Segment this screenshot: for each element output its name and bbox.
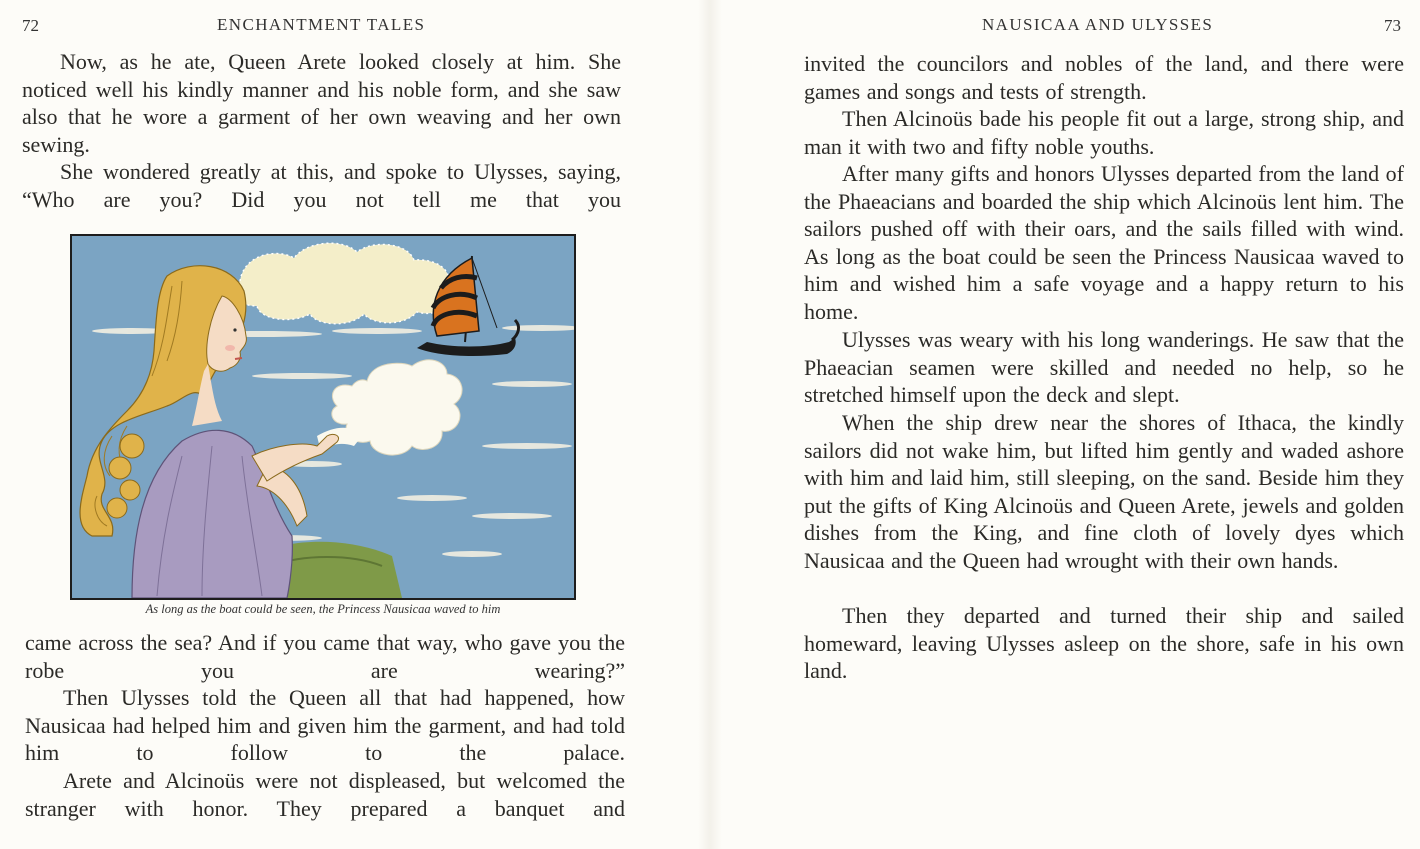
page-number: 72 bbox=[22, 16, 39, 35]
paragraph: Then Alcinoüs bade his people fit out a large, strong ship, and man it with two and fifty noble youths. bbox=[804, 106, 1404, 159]
illustration-caption: As long as the boat could be seen, the Princess Nausicaa waved to him bbox=[145, 602, 501, 616]
paragraph: came across the sea? And if you came that way, who gave you the robe you are wearing?” bbox=[25, 630, 625, 683]
paragraph: After many gifts and honors Ulysses departed from the land of the Phaeacians and boarded the ship which Alcinoüs lent him. The sailors pushed off with their oars, and the sails filled with wind. As long as the boat could be seen the Princess Nausicaa waved to him and wished him a safe voyage and a happy return to his home. bbox=[804, 161, 1404, 324]
paragraph: When the ship drew near the shores of Ithaca, the kindly sailors did not wake him, but lifted him gently and waded ashore with him and laid him, still sleeping, on the sand. Beside him they put the gifts of King Alcinoüs and Queen Arete, jewels and golden dishes from the King, and fine cloth of lovely dyes which Nausicaa and the Queen had wrought with their own hands. bbox=[804, 410, 1404, 573]
paragraph: Now, as he ate, Queen Arete looked closely at him. She noticed well his kindly manner and his noble form, and she saw also that he wore a garment of her own weaving and her own sewing. bbox=[22, 49, 621, 157]
paragraph: She wondered greatly at this, and spoke to Ulysses, saying, “Who are you? Did you not tell me that you bbox=[22, 159, 621, 212]
left-page bbox=[0, 0, 700, 849]
running-head: NAUSICAA AND ULYSSES bbox=[982, 15, 1214, 34]
page-number: 73 bbox=[1384, 16, 1401, 35]
paragraph: invited the councilors and nobles of the land, and there were games and songs and tests of strength. bbox=[804, 51, 1404, 104]
paragraph: Then Ulysses told the Queen all that had happened, how Nausicaa had helped him and given him the garment, and had told him to follow to the palace. bbox=[25, 685, 625, 766]
book-gutter bbox=[698, 0, 722, 849]
paragraph: Then they departed and turned their ship and sailed homeward, leaving Ulysses asleep on the shore, safe in his own land. bbox=[804, 603, 1404, 684]
illustration-nausicaa-waving bbox=[70, 234, 576, 600]
running-head: ENCHANTMENT TALES bbox=[217, 15, 426, 34]
paragraph: Arete and Alcinoüs were not displeased, but welcomed the stranger with honor. They prepared a banquet and bbox=[25, 768, 625, 821]
paragraph: Ulysses was weary with his long wanderings. He saw that the Phaeacian seamen were skilled and needed no help, so he stretched himself upon the deck and slept. bbox=[804, 327, 1404, 408]
right-page bbox=[720, 0, 1420, 849]
